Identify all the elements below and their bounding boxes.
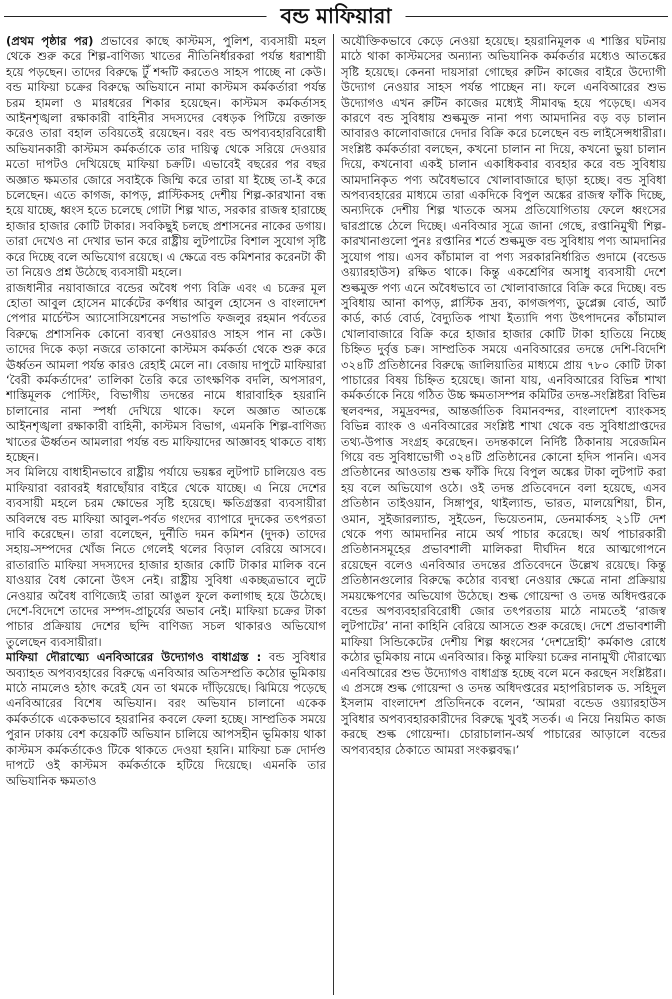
article-columns xyxy=(6,34,666,995)
headline-bar xyxy=(0,0,672,32)
left-paragraph-1-text: প্রভাবের কাছে কাস্টমস, পুলিশ, ব্যবসায়ী মহল থেকে শুরু করে শিল্প-বাণিজ্য খাতের নীতিনির্ধারকরা পর্যন্ত ধরাশায়ী হয়ে পড়ছেন। তাদের বিরুদ্ধে টুঁ শব্দটি করতেও সাহস পাচ্ছে না কেউ। বন্ড মাফিয়া চক্রের বিরুদ্ধে অভিযানে নামা কাস্টমস কর্মকর্তারা পর্যন্ত চরম হামলা ও মারধরের শিকার হয়েছেন। কাস্টমস কর্মকর্তাসহ আইনশৃঙ্খলা রক্ষাকারী বাহিনীর সদস্যদের বেধড়ক পিটিয়ে রক্তাক্ত করেও তারা বহাল তবিয়তেই রয়েছেন। বরং বন্ড অপব্যবহারবিরোধী অভিযানকারী কাস্টমস কর্মকর্তাকে তার দায়িত্ব থেকে সরিয়ে দেওয়ার মতো দাপটও দেখিয়েছে মাফিয়া চক্রটি। এভাবেই বছরের পর বছর অজ্ঞাত ক্ষমতার জোরে সবাইকে জিম্মি করে তারা যা ইচ্ছে তা-ই করে চলেছেন। এতে কাগজ, কাপড়, প্লাস্টিকসহ দেশীয় শিল্প-কারখানা বন্ধ হয়ে যাচ্ছে, ধ্বংস হতে চলেছে গোটা শিল্প খাত, সরকার রাজস্ব হারাচ্ছে হাজার হাজার কোটি টাকার। সবকিছুই চলছে প্রশাসনের নাকের ডগায়। তারা দেখেও না দেখার ভান করে রাষ্ট্রীয় লুটপাটের বিশাল সুযোগ সৃষ্টি করে দিচ্ছে বলে অভিযোগ রয়েছে। এ ক্ষেত্রে বন্ড কমিশনার করেনটা কী তা নিয়েও প্রশ্ন উঠেছে ব্যবসায়ী মহলে। xyxy=(6,34,326,280)
continuation-label: (প্রথম পৃষ্ঠার পর) xyxy=(6,34,94,48)
right-paragraph-1: অযৌক্তিকভাবে কেড়ে নেওয়া হয়েছে। হয়রানিমূলক এ শাস্তির ঘটনায় মাঠে থাকা কাস্টমসের অন্যান্য অভিযানিক কর্মকর্তার মধ্যেও আতঙ্কের সৃষ্টি হয়েছে। কেননা দায়সারা গোছের রুটিন কাজের বাইরে উদ্যোগী উদ্যোগ নেওয়ার সাহস পর্যন্ত পাচ্ছেন না। ফলে এনবিআরের শুভ উদ্যোগও এখন রুটিন কাজের মধ্যেই সীমাবদ্ধ হয়ে পড়েছে। এসব কারণে বন্ড সুবিধায় শুল্কমুক্ত নানা পণ্য আমদানির বড় বড় চালান আবারও কালোবাজারে দেদার বিক্রি করে চলেছেন বন্ড লাইসেন্সধারীরা। সংশ্লিষ্ট কর্মকর্তারা বলছেন, কখনো চালান না দিয়ে, কখনো ভুয়া চালান দিয়ে, কখনোবা একই চালান একাধিকবার ব্যবহার করে বন্ড সুবিধায় আমদানিকৃত পণ্য অবৈধভাবে খোলাবাজারে ছাড়া হচ্ছে। বন্ড সুবিধা অপব্যবহারের মাধ্যমে তারা একদিকে বিপুল অঙ্কের রাজস্ব ফাঁকি দিচ্ছে, অন্যদিকে দেশীয় শিল্প খাতকে অসম প্রতিযোগিতায় ফেলে ধ্বংসের দ্বারপ্রান্তে ঠেলে দিচ্ছে। এনবিআর সূত্রে জানা গেছে, রপ্তানিমুখী শিল্প-কারখানাগুলো পুনঃ রপ্তানির শর্তে শুল্কমুক্ত বন্ড সুবিধায় পণ্য আমদানির সুযোগ পায়। এসব কাঁচামাল বা পণ্য সরকারনির্ধারিত গুদামে (বন্ডেড ওয়্যারহাউস) রক্ষিত থাকে। কিন্তু একশ্রেণির অসাধু ব্যবসায়ী দেশে শুল্কমুক্ত পণ্য এনে অবৈধভাবে তা খোলাবাজারে বিক্রি করে দিচ্ছে। বন্ড সুবিধায় আনা কাপড়, প্লাস্টিক দ্রব্য, কাগজপণ্য, ডুপ্লেক্স বোর্ড, আর্ট কার্ড, কার্ড বোর্ড, বৈদ্যুতিক পাখা ইত্যাদি পণ্য উৎপাদনের কাঁচামাল খোলাবাজারে বিক্রি করে হাজার হাজার কোটি টাকা হাতিয়ে নিচ্ছে চিহ্নিত দুর্বৃত্ত চক্র। সাম্প্রতিক সময়ে এনবিআরের তদন্তে দেশি-বিদেশি ৩২৪টি প্রতিষ্ঠানের বিরুদ্ধে জালিয়াতির মাধ্যমে প্রায় ৭৮০ কোটি টাকা পাচারের বিষয় চিহ্নিত হয়েছে। জানা যায়, এনবিআরের বিভিন্ন শাখা কর্মকর্তাকে নিয়ে গঠিত উচ্চ ক্ষমতাসম্পন্ন কমিটির তদন্ত-সংশ্লিষ্টরা বিভিন্ন স্থলবন্দর, সমুদ্রবন্দর, আন্তর্জাতিক বিমানবন্দর, বাংলাদেশ ব্যাংকসহ বিভিন্ন ব্যাংক ও এনবিআরের সংশ্লিষ্ট শাখা থেকে বন্ড সুবিধাপ্রাপ্তদের তথ্য-উপাত্ত সংগ্রহ করেছেন। তদন্তকালে নির্দিষ্ট ঠিকানায় সরেজমিন গিয়ে বন্ড সুবিধাভোগী ৩২৪টি প্রতিষ্ঠানের কোনো হদিস পাননি। এসব প্রতিষ্ঠানের আওতায় শুল্ক ফাঁকি দিয়ে বিপুল অঙ্কের টাকা লুটপাট করা হয় বলে অভিযোগ ওঠে। ওই তদন্ত প্রতিবেদনে বলা হয়েছে, এসব প্রতিষ্ঠান তাইওয়ান, সিঙ্গাপুর, থাইল্যান্ড, ভারত, মালয়েশিয়া, চীন, ওমান, সুইজারল্যান্ড, সুইডেন, ভিয়েতনাম, ডেনমার্কসহ ২১টি দেশ থেকে পণ্য আমদানির নামে অর্থ পাচার করেছে। অর্থ পাচারকারী প্রতিষ্ঠানসমূহের প্রভাবশালী মালিকরা দীর্ঘদিন ধরে আত্মগোপনে রয়েছেন বলেও এনবিআর তদন্তের প্রতিবেদনে উল্লেখ রয়েছে। কিন্তু প্রতিষ্ঠানগুলোর বিরুদ্ধে কঠোর ব্যবস্থা নেওয়ার ক্ষেত্রে নানা প্রক্রিয়ায় সময়ক্ষেপণের অভিযোগ উঠেছে। শুল্ক গোয়েন্দা ও তদন্ত অধিদপ্তরকে বন্ডের অপব্যবহারবিরোধী জোর তৎপরতায় মাঠে নামতেই ‘রাজস্ব লুটপাটের’ নানা কাহিনি বেরিয়ে আসতে শুরু করেছে। দেশে প্রভাবশালী মাফিয়া সিন্ডিকেটের দেশীয় শিল্প ধ্বংসের ‘দেশদ্রোহী’ কর্মকাণ্ড রোধে কঠোর ভূমিকায় নামে এনবিআর। কিন্তু মাফিয়া চক্রের নানামুখী দৌরাত্ম্যে এনবিআরের শুভ উদ্যোগও বাধাগ্রস্ত হচ্ছে বলে মনে করছেন সংশ্লিষ্টরা। এ প্রসঙ্গে শুল্ক গোয়েন্দা ও তদন্ত অধিদপ্তরের মহাপরিচালক ড. সহিদুল ইসলাম বাংলাদেশ প্রতিদিনকে বলেন, ‘আমরা বন্ডেড ওয়্যারহাউস সুবিধার অপব্যবহারকারীদের বিরুদ্ধে খুবই সতর্ক। এ নিয়ে নিয়মিত কাজ করছে শুল্ক গোয়েন্দা। চোরাচালান-অর্থ পাচারের আড়ালে বন্ডের অপব্যবহার ঠেকাতে আমরা সংকল্পবদ্ধ।’ xyxy=(341,34,666,757)
left-paragraph-2: রাজধানীর নয়াবাজারে বন্ডের অবৈধ পণ্য বিক্রি এবং এ চক্রের মূল হোতা আবুল হোসেন মার্কেটের কর্ণধার আবুল হোসেন ও বাংলাদেশ পেপার মার্চেন্টস অ্যাসোসিয়েশনের সভাপতি ফজলুর রহমান পর্বতের বিরুদ্ধে প্রশাসনিক কোনো ব্যবস্থা নেওয়ারও সাহস পান না কেউ। তাদের দিকে কড়া নজরে তাকানো কাস্টমস কর্মকর্তা থেকে শুরু করে ঊর্ধ্বতন আমলা পর্যন্ত কারও রেহাই মেলে না। বেজায় দাপুটে মাফিয়ারা ‘বৈরী কর্মকর্তাদের’ তালিকা তৈরি করে তাৎক্ষণিক বদলি, অপসারণ, শাস্তিমূলক পোস্টিং, বিভাগীয় তদন্তের নামে ধারাবাহিক হয়রানি চালানোর নানা স্পর্ধা দেখিয়ে থাকে। ফলে অজ্ঞাত আতঙ্কে আইনশৃঙ্খলা রক্ষাকারী বাহিনী, কাস্টমস বিভাগ, এমনকি শিল্প-বাণিজ্য খাতের ঊর্ধ্বতন আমলারা পর্যন্ত বন্ড মাফিয়াদের আজ্ঞাবহ থাকতে বাধ্য হচ্ছেন। xyxy=(6,280,326,464)
article-headline: বন্ড মাফিয়ারা xyxy=(267,2,406,30)
left-column xyxy=(6,34,334,995)
left-subsection xyxy=(6,650,326,789)
subsection-text: বন্ড সুবিধার অব্যাহত অপব্যবহারের বিরুদ্ধে এনবিআর অতিসম্প্রতি কঠোর ভূমিকায় মাঠে নামলেও হঠাৎ করেই যেন তা থমকে দাঁড়িয়েছে। ঝিমিয়ে পড়েছে এনবিআরের বিশেষ অভিযান। বরং অভিযান চালানো একেক কর্মকর্তাকে একেকভাবে হয়রানির কবলে ফেলা হচ্ছে। সাম্প্রতিক সময়ে পুরান ঢাকায় বেশ কয়েকটি অভিযান চালিয়ে আপসহীন ভূমিকায় থাকা কাস্টমস কর্মকর্তাকেও টিকে থাকতে দেওয়া হয়নি। মাফিয়া চক্র দোর্দণ্ড দাপটে ওই কাস্টমস কর্মকর্তাকে হটিয়ে দিয়েছে। এমনকি তার অভিযানিক ক্ষমতাও xyxy=(6,650,327,788)
right-column xyxy=(334,34,666,995)
left-paragraph-3: সব মিলিয়ে বাধাহীনভাবে রাষ্ট্রীয় পর্যায়ে ভয়ঙ্কর লুটপাট চালিয়েও বন্ড মাফিয়ারা বরাবরই ধরাছোঁয়ার বাইরে থেকে যাচ্ছে। এ নিয়ে দেশের ব্যবসায়ী মহলে চরম ক্ষোভের সৃষ্টি হয়েছে। ক্ষতিগ্রস্তরা ব্যবসায়ীরা অবিলম্বে বন্ড মাফিয়া আবুল-পর্বত গংদের ব্যাপারে দুদকের তৎপরতা দাবি করেছেন। তারা বলেছেন, দুর্নীতি দমন কমিশন (দুদক) তাদের সহায়-সম্পদের খোঁজ নিতে গেলেই থলের বিড়াল বেরিয়ে আসবে। রাতারাতি মাফিয়া সদস্যদের হাজার হাজার কোটি টাকার মালিক বনে যাওয়ার বৈধ কোনো উৎস নেই। রাষ্ট্রীয় সুবিধা একচ্ছত্রভাবে লুটে নেওয়ার অবৈধ বাণিজ্যেই তারা আঙুল ফুলে কলাগাছ হয়ে উঠেছে। দেশে-বিদেশে তাদের সম্পদ-প্রাচুর্যের অভাব নেই। মাফিয়া চক্রের টাকা পাচার প্রক্রিয়ায় দেশের ছন্দি বাণিজ্য সচল থাকারও অভিযোগ তুলেছেন ব্যবসায়ীরা। xyxy=(6,465,326,649)
subsection-heading: মাফিয়া দৌরাত্ম্যে এনবিআরের উদ্যোগও বাধাগ্রস্ত : xyxy=(6,650,262,665)
left-paragraph-1 xyxy=(6,34,326,281)
